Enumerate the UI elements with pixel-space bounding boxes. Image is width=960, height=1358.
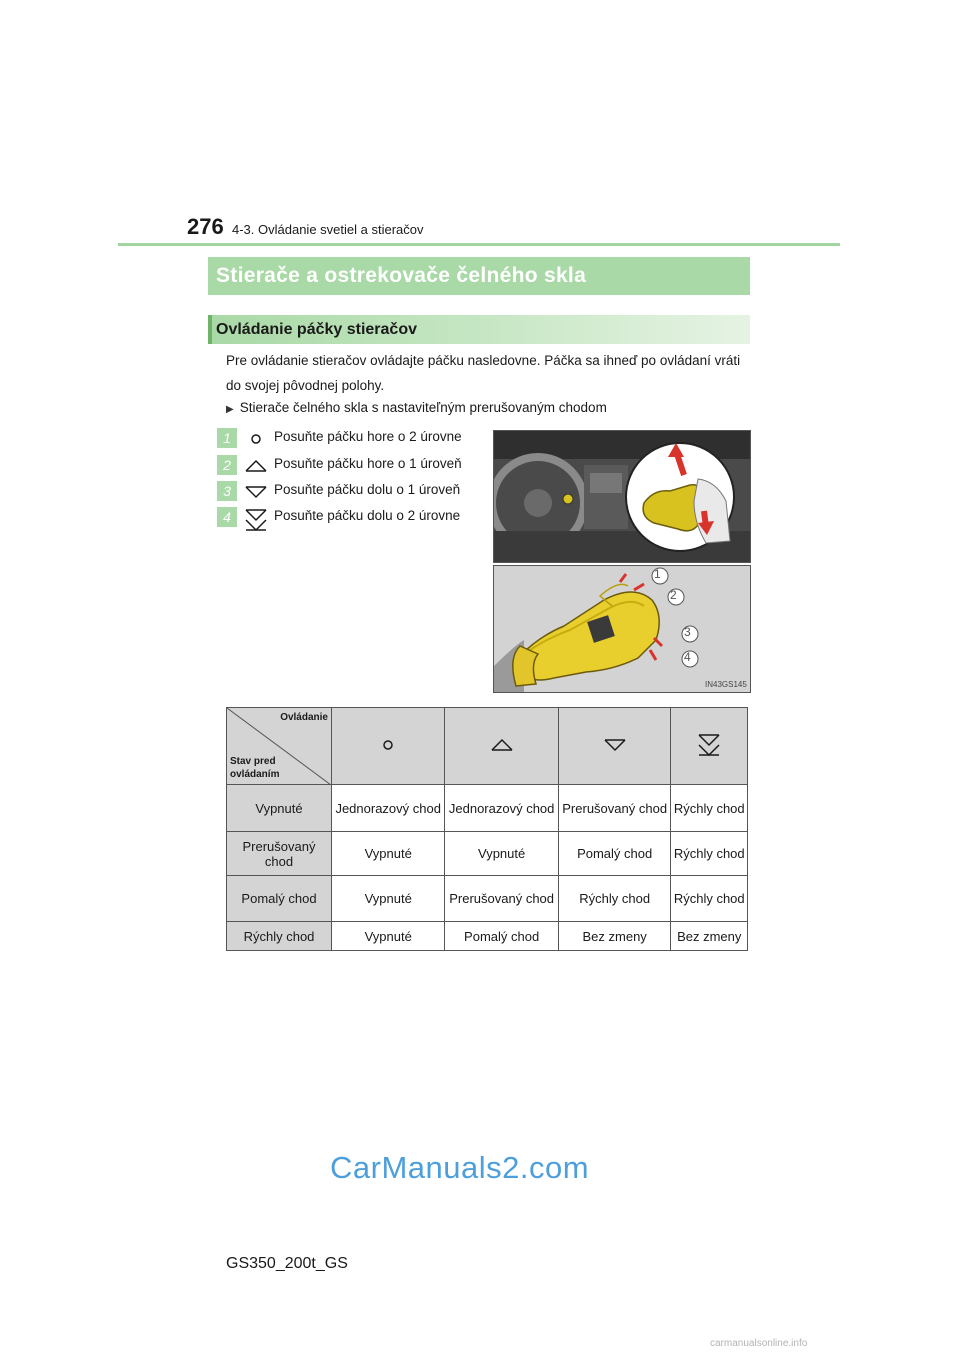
- table-cell: Pomalý chod: [445, 922, 558, 951]
- row-state: Vypnuté: [227, 785, 332, 832]
- table-cell: Rýchly chod: [558, 876, 671, 922]
- table-header-row: [227, 708, 748, 785]
- footer-watermark: carmanualsonline.info: [710, 1338, 808, 1349]
- sub-heading: Ovládanie páčky stieračov: [208, 315, 750, 344]
- table-row: [227, 832, 748, 876]
- intro-paragraph: Pre ovládanie stieračov ovládajte páčku nasledovne. Páčka sa ihneď po ovládaní vráti do svojej pôvodnej polohy.: [226, 353, 741, 393]
- double-down-chevron-icon: [244, 507, 268, 533]
- step-text: Posuňte páčku hore o 2 úrovne: [274, 429, 462, 444]
- row-state: Pomalý chod: [227, 876, 332, 922]
- step-number: 2: [217, 455, 237, 475]
- section-title: 4-3. Ovládanie svetiel a stieračov: [232, 222, 424, 237]
- table-cell: Pomalý chod: [558, 832, 671, 876]
- table-cell: Prerušovaný chod: [445, 876, 558, 922]
- main-heading: Stierače a ostrekovače čelného skla: [208, 257, 750, 295]
- header-state: Stav pred ovládaním: [230, 756, 280, 780]
- watermark: CarManuals2.com: [330, 1150, 590, 1185]
- step-number: 4: [217, 507, 237, 527]
- callout-2: 2: [670, 588, 677, 602]
- callout-4: 4: [684, 650, 691, 664]
- column-header-1: [332, 708, 445, 785]
- table-row: [227, 785, 748, 832]
- down-chevron-icon: [603, 737, 627, 753]
- diagonal-header-cell: [227, 708, 332, 785]
- circle-icon: [246, 430, 266, 448]
- lever-illustration: [493, 565, 751, 693]
- step-text: Posuňte páčku dolu o 2 úrovne: [274, 508, 461, 523]
- row-state: Rýchly chod: [227, 922, 332, 951]
- column-header-2: [445, 708, 558, 785]
- step-text: Posuňte páčku dolu o 1 úroveň: [274, 482, 461, 497]
- column-header-4: [671, 708, 748, 785]
- table-cell: Rýchly chod: [671, 832, 748, 876]
- bullet-triangle-icon: ▶: [226, 404, 234, 415]
- callout-3: 3: [684, 625, 691, 639]
- table-cell: Bez zmeny: [671, 922, 748, 951]
- step-number: 1: [217, 428, 237, 448]
- header-rule: [118, 243, 840, 246]
- header-operation: Ovládanie: [280, 712, 328, 723]
- row-state: Prerušovaný chod: [227, 832, 332, 876]
- table-cell: Jednorazový chod: [332, 785, 445, 832]
- double-down-chevron-icon: [697, 732, 721, 758]
- table-cell: Prerušovaný chod: [558, 785, 671, 832]
- model-code: GS350_200t_GS: [226, 1255, 348, 1272]
- up-chevron-icon: [244, 458, 268, 474]
- table-cell: Vypnuté: [332, 876, 445, 922]
- bullet-text: Stierače čelného skla s nastaviteľným prerušovaným chodom: [239, 400, 607, 415]
- table-cell: Vypnuté: [332, 832, 445, 876]
- table-cell: Rýchly chod: [671, 785, 748, 832]
- step-number: 3: [217, 481, 237, 501]
- step-text: Posuňte páčku hore o 1 úroveň: [274, 456, 462, 471]
- table-cell: Vypnuté: [332, 922, 445, 951]
- dashboard-drawing: [494, 431, 750, 562]
- table-cell: Bez zmeny: [558, 922, 671, 951]
- page-number: 276: [187, 214, 224, 239]
- figure-code: IN43GS145: [705, 680, 747, 689]
- dashboard-illustration: [493, 430, 751, 563]
- down-chevron-icon: [244, 484, 268, 500]
- lever-drawing: [494, 566, 750, 692]
- column-header-3: [558, 708, 671, 785]
- bullet-item: [226, 400, 607, 415]
- table-cell: Rýchly chod: [671, 876, 748, 922]
- operation-table: [226, 707, 748, 951]
- table-cell: Jednorazový chod: [445, 785, 558, 832]
- table-row: [227, 922, 748, 951]
- callout-1: 1: [654, 567, 661, 581]
- table-row: [227, 876, 748, 922]
- circle-icon: [378, 736, 398, 754]
- table-cell: Vypnuté: [445, 832, 558, 876]
- up-chevron-icon: [490, 737, 514, 753]
